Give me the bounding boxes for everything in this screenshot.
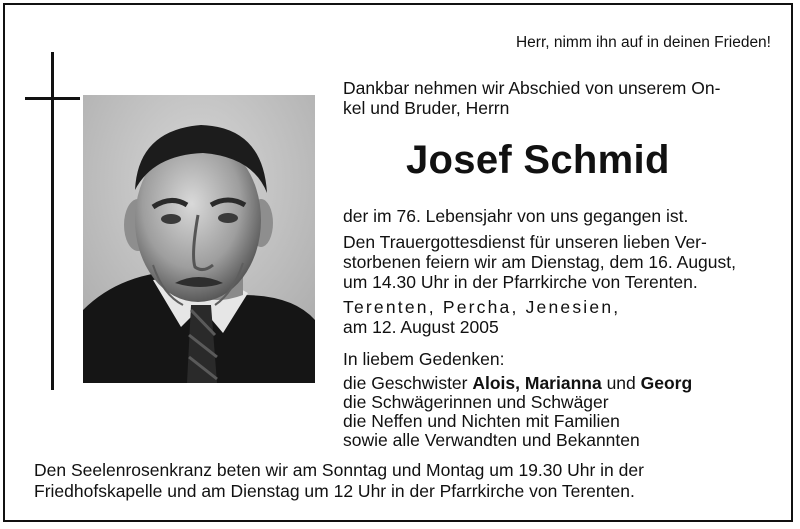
siblings-prefix: die Geschwister xyxy=(343,373,473,393)
service-line-2: storbenen feiern wir am Dienstag, dem 16. August, xyxy=(343,252,736,272)
mourners-line-1: die Schwägerinnen und Schwäger xyxy=(343,392,609,412)
deceased-name: Josef Schmid xyxy=(406,138,670,182)
rosary-line-1: Den Seelenrosenkranz beten wir am Sonntag und Montag um 19.30 Uhr in der xyxy=(34,460,644,480)
siblings-line xyxy=(343,373,692,394)
rosary-line-2: Friedhofskapelle und am Dienstag um 12 Uhr in der Pfarrkirche von Terenten. xyxy=(34,481,635,501)
motto-text: Herr, nimm ihn auf in deinen Frieden! xyxy=(515,34,771,51)
date-line: am 12. August 2005 xyxy=(343,317,499,337)
mourners-line-3: sowie alle Verwandten und Bekannten xyxy=(343,430,640,450)
portrait-photo xyxy=(83,95,315,383)
cross-horizontal-bar xyxy=(25,97,80,100)
siblings-names: Alois, Marianna xyxy=(472,373,602,393)
intro-line-1: Dankbar nehmen wir Abschied von unserem On- xyxy=(343,78,721,98)
cross-vertical-bar xyxy=(51,52,54,390)
places-line: Terenten, Percha, Jenesien, xyxy=(343,297,621,317)
service-line-3: um 14.30 Uhr in der Pfarrkirche von Terenten. xyxy=(343,272,698,292)
service-line-1: Den Trauergottesdienst für unseren lieben Ver- xyxy=(343,232,707,252)
age-line: der im 76. Lebensjahr von uns gegangen ist. xyxy=(343,206,689,226)
intro-line-2: kel und Bruder, Herrn xyxy=(343,98,510,118)
memorial-heading: In liebem Gedenken: xyxy=(343,349,505,369)
mourners-line-2: die Neffen und Nichten mit Familien xyxy=(343,411,620,431)
siblings-joiner: und xyxy=(601,373,641,393)
siblings-last-name: Georg xyxy=(640,373,693,393)
portrait-drawing xyxy=(83,95,315,383)
